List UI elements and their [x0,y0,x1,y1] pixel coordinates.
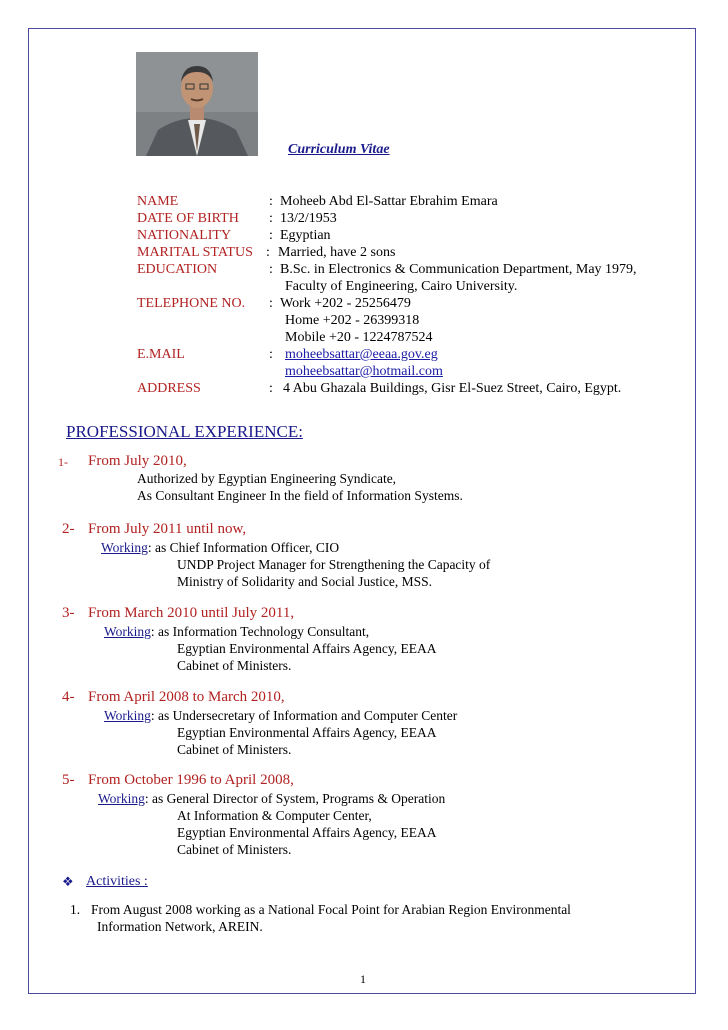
telephone-mobile: Mobile +20 - 1224787524 [285,330,433,345]
education-value: B.Sc. in Electronics & Communication Department, May 1979, [280,262,637,277]
colon: : [269,211,273,226]
working-label: Working [104,708,151,723]
email-label: E.MAIL [137,347,185,362]
nationality-value: Egyptian [280,228,331,243]
profile-photo [136,52,258,156]
activity-number: 1. [70,902,81,917]
nationality-label: NATIONALITY [137,228,232,243]
colon: : [266,245,270,260]
experience-number: 3- [62,605,75,621]
experience-number: 1- [58,455,68,469]
colon: : [269,381,273,396]
telephone-label: TELEPHONE NO. [137,296,246,311]
page-border [28,28,696,994]
experience-line: Egyptian Environmental Affairs Agency, EEAA [177,825,437,840]
working-label: Working [98,791,145,806]
experience-role [101,540,339,556]
experience-period: From July 2010, [88,453,187,469]
colon: : [269,262,273,277]
experience-line: At Information & Computer Center, [177,808,372,823]
diamond-bullet-icon: ❖ [62,874,74,889]
working-label: Working [101,540,148,555]
experience-role [104,708,457,724]
role-text: : as General Director of System, Programs & Operation [144,791,446,806]
role-text: : as Undersecretary of Information and Computer Center [150,708,458,723]
experience-line: UNDP Project Manager for Strengthening the Capacity of [177,557,491,572]
email-link-secondary[interactable]: moheebsattar@hotmail.com [285,364,443,379]
experience-number: 4- [62,689,75,705]
experience-line: Ministry of Solidarity and Social Justice, MSS. [177,574,432,589]
experience-number: 2- [62,521,75,537]
marital-status-label: MARITAL STATUS [137,245,253,260]
experience-role [98,791,445,807]
email-link-primary[interactable]: moheebsattar@eeaa.gov.eg [285,347,438,362]
education-value-continued: Faculty of Engineering, Cairo University. [285,279,518,294]
experience-role [104,624,369,640]
working-label: Working [104,624,151,639]
activity-line-continued: Information Network, AREIN. [97,919,263,934]
experience-period: From July 2011 until now, [88,521,247,537]
address-value: 4 Abu Ghazala Buildings, Gisr El-Suez Street, Cairo, Egypt. [283,381,622,396]
experience-line: Egyptian Environmental Affairs Agency, EEAA [177,641,437,656]
dob-value: 13/2/1953 [280,211,337,226]
role-text: : as Information Technology Consultant, [150,624,370,639]
page-number: 1 [360,972,366,986]
address-label: ADDRESS [137,381,201,396]
name-value: Moheeb Abd El-Sattar Ebrahim Emara [280,194,498,209]
dob-label: DATE OF BIRTH [137,211,239,226]
colon: : [269,296,273,311]
activity-line: From August 2008 working as a National Focal Point for Arabian Region Environmental [91,902,571,917]
experience-line: Cabinet of Ministers. [177,658,292,673]
document-title: Curriculum Vitae [288,142,390,157]
experience-line: Cabinet of Ministers. [177,742,292,757]
education-label: EDUCATION [137,262,218,277]
colon: : [269,347,273,362]
experience-line: As Consultant Engineer In the field of Information Systems. [137,488,463,503]
colon: : [269,194,273,209]
experience-line: Cabinet of Ministers. [177,842,292,857]
experience-period: From October 1996 to April 2008, [88,772,294,788]
telephone-work: Work +202 - 25256479 [280,296,411,311]
telephone-home: Home +202 - 26399318 [285,313,420,328]
role-text: : as Chief Information Officer, CIO [147,540,340,555]
name-label: NAME [137,194,179,209]
professional-experience-heading: PROFESSIONAL EXPERIENCE: [66,422,303,441]
experience-number: 5- [62,772,75,788]
colon: : [269,228,273,243]
activities-heading: Activities : [86,874,148,889]
experience-period: From March 2010 until July 2011, [88,605,295,621]
experience-line: Authorized by Egyptian Engineering Syndicate, [137,471,397,486]
marital-status-value: Married, have 2 sons [278,245,396,260]
experience-line: Egyptian Environmental Affairs Agency, EEAA [177,725,437,740]
experience-period: From April 2008 to March 2010, [88,689,285,705]
